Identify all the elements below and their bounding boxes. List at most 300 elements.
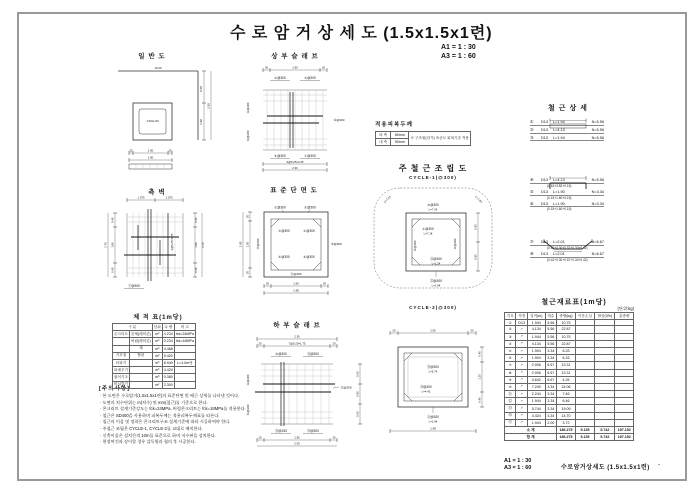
table-row (505, 398, 634, 405)
table-row (505, 340, 634, 347)
table-cell (129, 367, 152, 374)
table-cell (174, 367, 195, 374)
table-cell: 2.006 (527, 369, 545, 376)
bar-sub-dims: (0.15+3.83+0.15) (547, 183, 572, 188)
svg-text:③@300: ③@300 (413, 240, 417, 252)
table-cell (595, 383, 615, 390)
table-cell: 잡석기초 (113, 374, 130, 381)
table-row (505, 405, 634, 412)
bar-length: L=4.13 (553, 127, 565, 132)
note-item: · 현장여건과 상이할 경우 감독원과 협의 후 시공한다. (100, 439, 196, 445)
table-cell: 거푸집 (113, 352, 130, 359)
rebar-callouts-bottom (271, 428, 323, 434)
table-cell: 186.275 (557, 427, 576, 434)
title-general: 일 반 도 (138, 53, 166, 60)
svg-text:0.45: 0.45 (477, 351, 482, 357)
table-cell (129, 374, 152, 381)
dim-top (390, 329, 476, 335)
table-cell: 〃 (516, 391, 527, 398)
svg-text:1.90: 1.90 (238, 241, 243, 248)
svg-text:1.80: 1.80 (110, 242, 115, 248)
table-cell: ⑥ (505, 355, 516, 362)
table-row (505, 376, 634, 383)
table-cell: 186.275 (557, 434, 576, 441)
col-header: 단위 (152, 324, 162, 331)
table-cell: m³ (152, 359, 162, 366)
bar-sub-dims: (0.15+1.60+0.15) (547, 207, 572, 212)
col-header: 기호 (505, 313, 516, 320)
table-cell (615, 412, 634, 419)
label-cycle2: CYCLE-2(@300) (409, 305, 457, 310)
table-cell: 3.72 (557, 419, 576, 426)
svg-text:20: 20 (322, 281, 327, 286)
svg-text:20: 20 (258, 341, 262, 346)
svg-text:9@0.25=2.25: 9@0.25=2.25 (286, 159, 304, 164)
table-cell: 4.234 (163, 332, 173, 337)
table-cell: 〃 (516, 383, 527, 390)
svg-text:1.50: 1.50 (430, 328, 436, 333)
table-cell (615, 326, 634, 333)
col-header: 수 량 (162, 324, 174, 331)
rebar-detail-group-bent (530, 238, 604, 262)
label-cycle1: CYCLE-1(@300) (409, 175, 457, 180)
cover-thickness-table (375, 131, 471, 146)
table-cell (575, 326, 594, 333)
svg-text:20: 20 (264, 65, 269, 70)
table-cell (174, 374, 195, 381)
table-cell: 13.31 (557, 369, 576, 376)
table-cell: 4.26 (557, 376, 576, 383)
table-cell (575, 376, 594, 383)
bar-count: N=3.34 (591, 201, 604, 206)
title-rebar-table: 철근재료표(1m당) (541, 299, 607, 306)
table-cell (615, 355, 634, 362)
rebar-callout (124, 283, 144, 289)
table-cell: 4.424 (527, 412, 545, 419)
title-rebar-detail: 철 근 상 세 (548, 105, 588, 112)
col-header: 비 고 (174, 324, 195, 331)
table-cell (595, 376, 615, 383)
title-side-wall: 측 벽 (148, 189, 166, 196)
bar-diameter: D13 (541, 178, 548, 183)
table-row (505, 326, 634, 333)
rebar-table-el (504, 312, 634, 441)
svg-text:④@300: ④@300 (246, 374, 250, 386)
bar-count: N=6.67 (591, 251, 604, 256)
table-cell: 6.33 (557, 355, 576, 362)
scale-a3: A3 = 1 : 60 (441, 52, 476, 60)
svg-text:⑭@300: ⑭@300 (420, 385, 432, 389)
svg-text:1.90: 1.90 (199, 119, 203, 125)
cycle2-drawing (366, 314, 500, 438)
table-cell: 본체(레미콘) (129, 331, 152, 338)
scale-a1: A1 = 1 : 30 (441, 44, 476, 51)
bar-sub-dims: (0.15+1.60+0.15) (547, 195, 572, 200)
cover-side: 내 측 (376, 139, 391, 146)
svg-text:⑩@300: ⑩@300 (275, 352, 287, 356)
table-cell (575, 362, 594, 369)
dim-left (104, 213, 118, 277)
bar-diameter: D13 (541, 240, 548, 245)
table-cell: 1.944 (527, 419, 545, 426)
svg-text:⑫@300: ⑫@300 (430, 279, 442, 283)
table-cell: L=1.0m당 (174, 359, 195, 366)
table-cell: 3.34 (545, 355, 557, 362)
title-assembly: 주 철 근 조 립 도 (398, 164, 468, 173)
note-item: · 신축이음은 설치간격 10m를 표준으로 하며 지수판을 설치한다. (100, 432, 216, 438)
table-cell: 0.380 (163, 375, 173, 380)
svg-text:③@300: ③@300 (304, 76, 316, 80)
table-cell: m² (152, 352, 162, 359)
dim-far-right (356, 364, 363, 424)
table-cell (615, 369, 634, 376)
svg-text:L=5.74: L=5.74 (428, 369, 438, 374)
notes-list (100, 393, 258, 446)
table-header-row (505, 313, 634, 320)
table-cell: 22.87 (557, 340, 576, 347)
svg-text:20: 20 (321, 65, 326, 70)
scale-note (441, 44, 476, 61)
table-cell: 8.940 (163, 361, 173, 366)
svg-text:⑬@150: ⑬@150 (275, 429, 287, 433)
bar-length: L=2.01 (553, 240, 565, 245)
table-row (113, 367, 196, 374)
table-row (505, 333, 634, 340)
col-header: 이음손실 (575, 313, 594, 320)
rebar-grid (263, 90, 327, 150)
rebar-callouts-top (270, 76, 320, 81)
svg-text:0.45: 0.45 (194, 267, 198, 273)
table-cell (615, 333, 634, 340)
table-cell (595, 362, 615, 369)
svg-text:2.70: 2.70 (103, 242, 108, 248)
table-cell: 〃 (516, 419, 527, 426)
table-cell: 5.56 (545, 326, 557, 333)
table-cell: 19.09 (557, 405, 576, 412)
footer-scale-a1: A1 = 1 : 30 (504, 458, 532, 464)
bar-count: N=5.56 (591, 178, 604, 183)
table-cell (575, 383, 594, 390)
table-row (505, 369, 634, 376)
table-cell (595, 391, 615, 398)
bar-mark: ⑥ (530, 200, 534, 206)
box-section (398, 347, 468, 407)
table-cell (615, 362, 634, 369)
svg-text:1.50: 1.50 (245, 241, 250, 248)
table-cell: 24.06 (557, 383, 576, 390)
cover-value: 50mm (391, 139, 409, 146)
svg-text:1.20: 1.20 (477, 374, 482, 380)
table-cell: 〃 (516, 333, 527, 340)
rebar-detail-row (530, 200, 604, 208)
svg-text:20: 20 (129, 148, 133, 153)
svg-text:③@300: ③@300 (278, 229, 290, 233)
bar-length: L=1.94 (553, 120, 565, 125)
dim-bottom (263, 160, 327, 172)
col-header: 중량(kg) (557, 313, 576, 320)
table-cell: 5.56 (545, 333, 557, 340)
svg-text:⑤@300: ⑤@300 (278, 255, 290, 259)
table-row (505, 355, 634, 362)
footer-scale (504, 458, 531, 471)
bar-mark: ④ (530, 177, 534, 183)
table-cell (595, 369, 615, 376)
table-cell: 1.944 (527, 333, 545, 340)
table-cell (575, 340, 594, 347)
table-cell (595, 333, 615, 340)
table-cell (129, 359, 152, 366)
col-header: 직경 (516, 313, 527, 320)
table-row (113, 352, 196, 359)
svg-text:20: 20 (332, 341, 336, 346)
rebar-callouts-top (271, 351, 323, 357)
table-cell (615, 419, 634, 426)
title-bottom-slab: 하 부 슬 래 브 (273, 322, 321, 329)
table-cell: m³ (152, 367, 162, 374)
col-header: 길이(m) (527, 313, 545, 320)
bar-diameter: D13 (541, 189, 548, 194)
rebar-callouts (420, 364, 439, 394)
table-cell: 22.87 (557, 326, 576, 333)
cover-table (375, 131, 471, 146)
table-cell: 7.46 (557, 391, 576, 398)
bar-mark: ① (530, 119, 534, 125)
svg-text:L=7.24: L=7.24 (382, 194, 392, 204)
table-cell: 6.67 (545, 376, 557, 383)
bar-length: L=1.90 (553, 201, 565, 206)
table-cell (174, 345, 195, 352)
table-cell: 3.34 (545, 398, 557, 405)
bar-mark: ③ (530, 134, 534, 140)
table-cell: ④ (505, 340, 516, 347)
bar-diameter: D13 (541, 127, 548, 132)
table-cell: m³ (152, 345, 162, 352)
table-cell: 5.56 (545, 340, 557, 347)
svg-text:20: 20 (258, 435, 262, 440)
table-cell (595, 326, 615, 333)
table-cell: 5.744 (527, 405, 545, 412)
bar-length: L=1.90 (553, 189, 565, 194)
rebar-material-table (504, 312, 634, 441)
table-cell: 〃 (516, 398, 527, 405)
table-cell: 3.34 (545, 412, 557, 419)
svg-text:20: 20 (168, 148, 172, 153)
table-cell: ⑩ (505, 383, 516, 390)
bar-length: L=2.01 (553, 251, 565, 256)
table-total-row (505, 427, 634, 434)
table-cell: m² (152, 381, 162, 388)
callout-right (333, 385, 352, 390)
table-cell (575, 419, 594, 426)
labels-left (246, 102, 250, 141)
svg-text:①@300: ①@300 (422, 227, 434, 231)
volume-table (112, 323, 196, 389)
bar-length: L=1.94 (553, 135, 565, 140)
table-cell: 1.904 (527, 355, 545, 362)
culvert-outline (133, 103, 172, 140)
title-notes: [주의사항] (99, 386, 130, 392)
table-cell: 10.75 (557, 333, 576, 340)
svg-text:0.90: 0.90 (355, 391, 360, 397)
title-cover: 적용피복두께 (375, 122, 413, 128)
table-cell: 4.468 (163, 346, 173, 351)
table-cell: 콘크리트 (113, 331, 130, 338)
table-cell: 〃 (516, 405, 527, 412)
standard-section-drawing (236, 192, 360, 296)
svg-text:④@300: ④@300 (246, 102, 250, 114)
svg-text:⑦@300: ⑦@300 (304, 154, 316, 158)
dim-left (239, 212, 253, 277)
table-cell (595, 347, 615, 354)
note-item: · 콘크리트 설계기준강도는 fck=24MPa, 버림콘크리트는 fck=18MPa를 적용한다. (100, 406, 246, 412)
svg-text:⑦@300: ⑦@300 (256, 238, 260, 250)
dim-bottom (129, 149, 172, 162)
table-cell: 3.34 (545, 383, 557, 390)
svg-text:1.075: 1.075 (137, 195, 145, 200)
title-top-slab: 상 부 슬 래 브 (271, 53, 319, 60)
rebar-callouts (256, 206, 342, 277)
table-cell: 13.31 (557, 362, 576, 369)
table-cell: 2.244 (527, 391, 545, 398)
table-cell (615, 347, 634, 354)
table-cell (575, 398, 594, 405)
general-view-drawing (98, 64, 230, 176)
svg-text:20: 20 (332, 435, 336, 440)
table-header-row (113, 324, 196, 331)
svg-text:L=7.18: L=7.18 (423, 231, 433, 236)
table-cell: 버림(레미콘) (129, 338, 152, 345)
svg-text:L=4.42: L=4.42 (421, 389, 431, 394)
table-cell: m³ (152, 331, 162, 338)
svg-text:0.45: 0.45 (477, 397, 482, 403)
callout-top (427, 203, 439, 212)
table-cell: ⑭ (505, 412, 516, 419)
col-header: 개수 (545, 313, 557, 320)
col-header: 구 분 (113, 324, 153, 331)
table-cell: ⑨ (505, 376, 516, 383)
table-cell: 10.75 (557, 320, 576, 326)
table-cell: 3.34 (545, 391, 557, 398)
svg-text:⑫@300: ⑫@300 (340, 385, 352, 390)
table-row (505, 419, 634, 426)
cycle1-drawing (366, 184, 500, 302)
dim-right (193, 213, 205, 277)
table-cell: 소 계 (505, 427, 557, 434)
table-cell (615, 340, 634, 347)
bar-count: N=3.34 (591, 189, 604, 194)
svg-text:L=1.94: L=1.94 (428, 419, 438, 424)
svg-text:Ⓢ@300: Ⓢ@300 (128, 284, 140, 288)
table-cell: 〃 (516, 340, 527, 347)
page-title: 수 로 암 거 상 세 도 (1.5x1.5x1련) (230, 25, 493, 42)
table-cell (615, 376, 634, 383)
svg-text:20: 20 (245, 270, 250, 275)
table-cell: ⑪ (505, 391, 516, 398)
table-cell: ⑮ (505, 419, 516, 426)
table-row (505, 383, 634, 390)
table-cell: 0.234 (163, 339, 173, 344)
top-slab-drawing (233, 64, 350, 174)
table-cell: 3.34 (545, 347, 557, 354)
svg-text:②@300: ②@300 (274, 76, 286, 80)
svg-text:20: 20 (392, 328, 396, 333)
rebar-detail-group-hooked (530, 176, 604, 211)
table-row (505, 347, 634, 354)
dim-top (263, 66, 327, 72)
table-row (113, 374, 196, 381)
table-cell (615, 398, 634, 405)
bar-count: N=6.67 (591, 240, 604, 245)
table-cell: 5.135 (575, 427, 594, 434)
rebar-table-unit-note: (단위:kg) (617, 306, 634, 311)
volume-table-el (112, 323, 196, 389)
table-cell (174, 352, 195, 359)
table-cell: 5.56 (545, 320, 557, 326)
table-cell: 1.944 (527, 398, 545, 405)
svg-text:0.95: 0.95 (473, 224, 478, 230)
table-cell: 되메우기 (113, 367, 130, 374)
table-row (505, 412, 634, 419)
table-cell: 비닐깔기 (113, 381, 130, 388)
table-cell: 4.134 (527, 326, 545, 333)
svg-text:10.00: 10.00 (154, 66, 162, 70)
table-cell (595, 419, 615, 426)
straight-bar-shape (530, 118, 604, 131)
svg-text:L=7.24: L=7.24 (428, 207, 438, 212)
table-cell: 6.33 (557, 347, 576, 354)
bar-mark: ⑧ (530, 250, 534, 256)
svg-text:1.90: 1.90 (292, 65, 298, 70)
rebar-detail-group-straight (530, 118, 604, 141)
hooked-bar-shape (530, 176, 604, 192)
table-cell: 9.420 (163, 353, 173, 358)
table-cell (575, 347, 594, 354)
table-cell (575, 369, 594, 376)
svg-text:④@300: ④@300 (303, 229, 315, 233)
table-cell: 197.152 (615, 427, 634, 434)
table-cell: 2.006 (527, 362, 545, 369)
rebar-grid (255, 362, 335, 426)
dim-top (127, 196, 183, 202)
bar-diameter: D13 (541, 135, 548, 140)
table-cell: 14.70 (557, 412, 576, 419)
table-row (113, 331, 196, 338)
table-cell: 계 (129, 345, 152, 352)
table-cell: 197.152 (615, 434, 634, 441)
svg-text:2.50: 2.50 (206, 103, 211, 109)
rebar-detail-row (530, 134, 604, 142)
table-cell: 4.134 (527, 340, 545, 347)
svg-text:1.90: 1.90 (147, 155, 154, 160)
svg-text:20: 20 (245, 214, 250, 219)
table-row (113, 345, 196, 352)
title-section: 표 준 단 면 도 (270, 187, 318, 194)
bar-count: N=5.56 (591, 120, 604, 125)
table-cell: ⑧ (505, 369, 516, 376)
dim-inner: 3@0.25=0.75 (170, 233, 174, 251)
table-cell: 7.240 (527, 383, 545, 390)
table-cell: ② (505, 326, 516, 333)
lean-concrete-hatch (129, 164, 172, 169)
svg-text:2.30: 2.30 (294, 441, 300, 446)
table-row (376, 132, 471, 139)
svg-text:0.45: 0.45 (194, 217, 198, 223)
svg-text:①@300: ①@300 (274, 205, 286, 210)
col-header: 할증(3%) (595, 313, 615, 320)
table-cell: 〃 (516, 376, 527, 383)
svg-text:0.95: 0.95 (473, 254, 478, 260)
svg-text:0.45: 0.45 (110, 217, 115, 223)
